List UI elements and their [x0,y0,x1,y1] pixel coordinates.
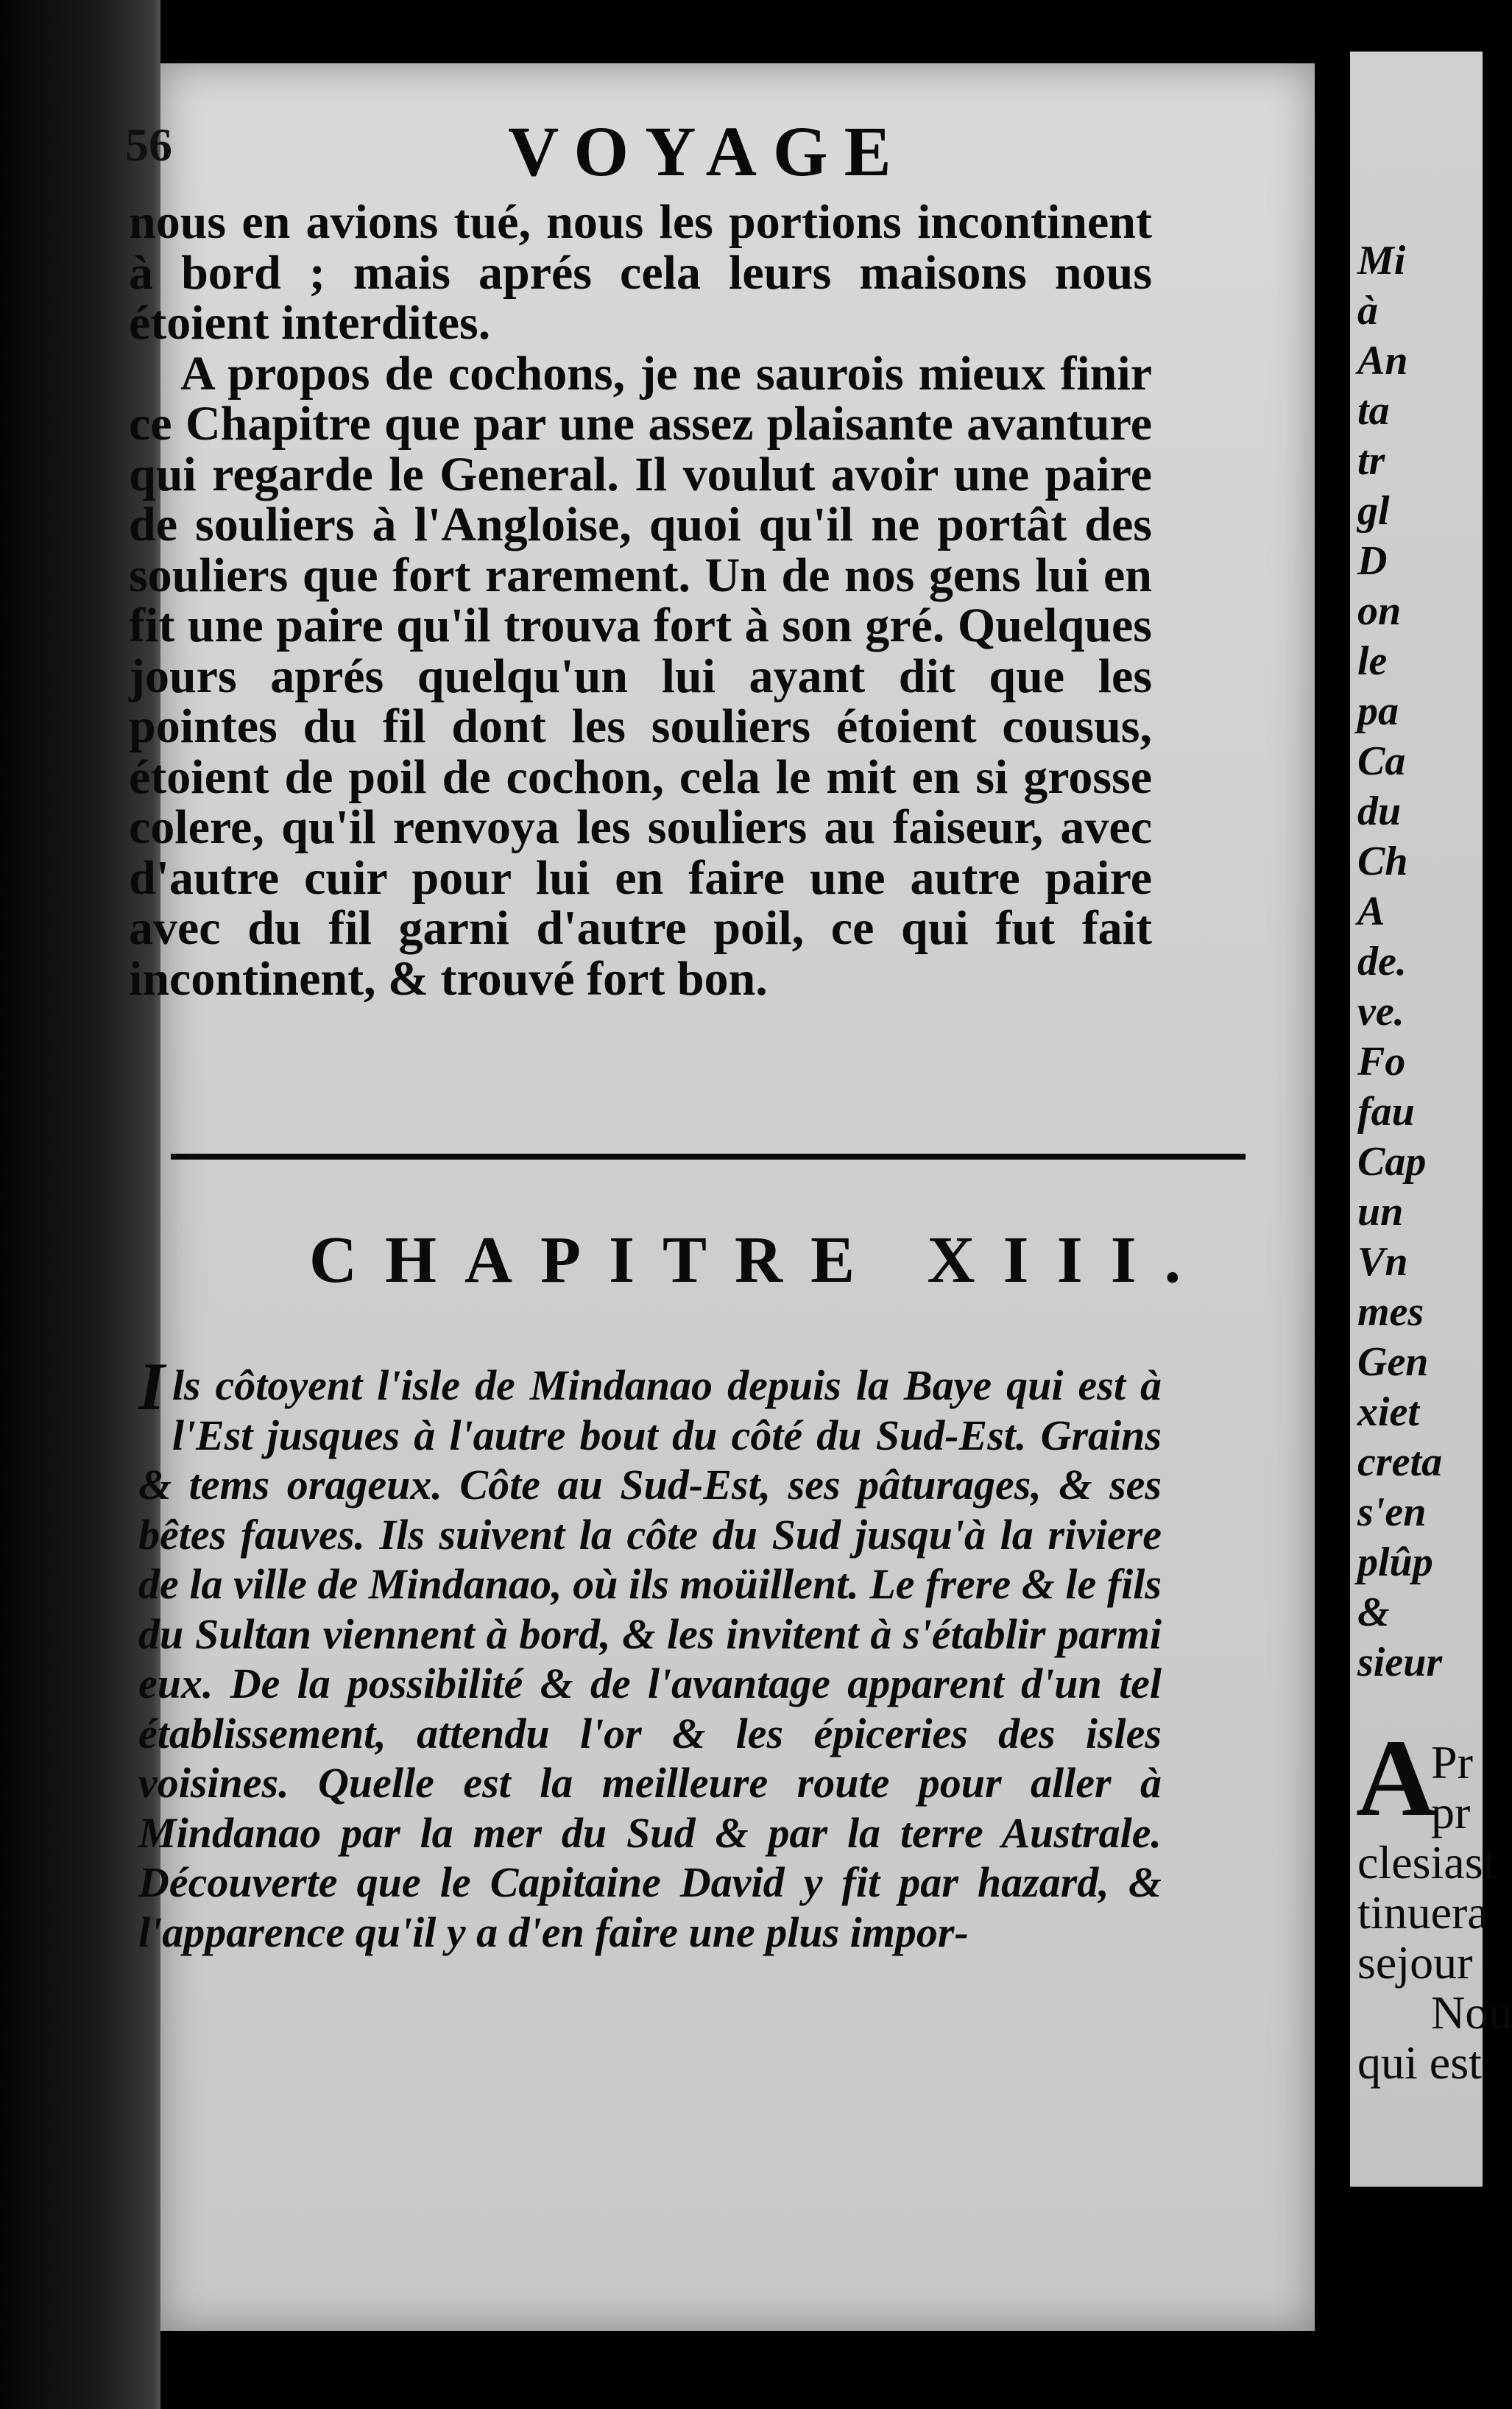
facing-fragment: D [1357,538,1388,584]
facing-fragment: fau [1357,1089,1415,1135]
facing-fragment: Vn [1357,1239,1408,1285]
facing-fragment: on [1357,588,1402,634]
facing-fragment: xiet [1357,1389,1419,1435]
facing-fragment: ta [1357,388,1390,434]
facing-fragment: Gen [1357,1339,1429,1385]
facing-page [1350,52,1512,2187]
facing-fragment: Cap [1357,1139,1427,1185]
facing-page-fragments [1357,236,1483,1687]
facing-fragment: Fo [1357,1039,1406,1084]
facing-fragment: un [1357,1189,1404,1235]
main-text [129,197,1152,1004]
facing-fragment: Mi [1357,238,1406,283]
facing-fragment: pa [1357,688,1399,734]
facing-fragment: clesiast [1357,1836,1497,1888]
book-gutter [1315,44,1350,2363]
facing-drop-cap: A [1356,1717,1436,1839]
summary-text: ls côtoyent l'isle de Mindanao depuis la Baye qui est à l'Est jusques à l'autre bout du côté du Sud-Est. Grains & tems orageux. Côte au Sud-Est, ses pâturages, & ses bêtes fauves. Ils suivent la côte du Sud jusqu'à la riviere de la ville de Mindanao, où ils moüillent. Le frere & le fils du Sultan viennent à bord, & les invitent à s'établir parmi eux. De la possibilité & de l'avantage apparent d'un tel établissement, attendu l'or & les épiceries des isles voisines. Quelle est la meilleure route pour aller à Mindanao par la mer du Sud & par la terre Australe. Découverte que le Capitaine David y fit par hazard, & l'apparence qu'il y a d'en faire une plus impor- [138,1361,1162,1956]
facing-fragment: tinuera [1357,1886,1488,1939]
facing-fragment: pr [1431,1786,1471,1838]
facing-page-roman-text [1357,1736,1512,2089]
paragraph: nous en avions tué, nous les portions incontinent à bord ; mais aprés cela leurs maisons nous étoient interdites. [129,195,1152,350]
running-title: VOYAGE [508,112,908,191]
paragraph: A propos de cochons, je ne saurois mieux finir ce Chapitre que par une assez plaisante avanture qui regarde le General. Il voulut avoir une paire de souliers à l'Angloise, quoi qu'il ne portât des souliers que fort rarement. Un de nos gens lui en fit une paire qu'il trouva fort à son gré. Quelques jours aprés quelqu'un lui ayant dit que les pointes du fil dont les souliers étoient cousus, étoient de poil de cochon, cela le mit en si grosse colere, qu'il renvoya les souliers au faiseur, avec d'autre cuir pour lui en faire une autre paire avec du fil garni d'autre poil, ce qui fut fait incontinent, & trouvé fort bon. [129,346,1152,1006]
summary-initial: I [138,1349,165,1424]
facing-fragment: Pr [1431,1736,1473,1788]
facing-fragment: du [1357,789,1402,834]
facing-fragment: qui est [1357,2036,1482,2089]
page-header [125,110,1119,191]
facing-fragment: sieur [1357,1640,1443,1685]
facing-fragment: An [1357,338,1408,384]
chapter-divider-rule [171,1154,1246,1160]
facing-fragment: & [1357,1590,1390,1635]
facing-fragment: de. [1357,939,1407,984]
facing-fragment: s'en [1357,1489,1427,1535]
page-number: 56 [125,119,172,171]
facing-fragment: sejour [1357,1936,1473,1989]
facing-fragment: Ch [1357,839,1408,884]
facing-fragment: A [1357,889,1385,934]
chapter-heading: CHAPITRE XIII. [309,1224,1209,1297]
facing-fragment: le [1357,638,1388,684]
facing-fragment: plûp [1357,1539,1433,1585]
facing-fragment: creta [1357,1439,1443,1485]
facing-fragment: gl [1357,488,1390,534]
facing-fragment: Nou [1431,1986,1512,2039]
chapter-summary [138,1349,1162,1957]
facing-fragment: à [1357,288,1378,334]
facing-fragment: mes [1357,1289,1424,1335]
facing-fragment: tr [1357,438,1385,484]
facing-fragment: Ca [1357,738,1406,784]
facing-fragment: ve. [1357,989,1405,1034]
